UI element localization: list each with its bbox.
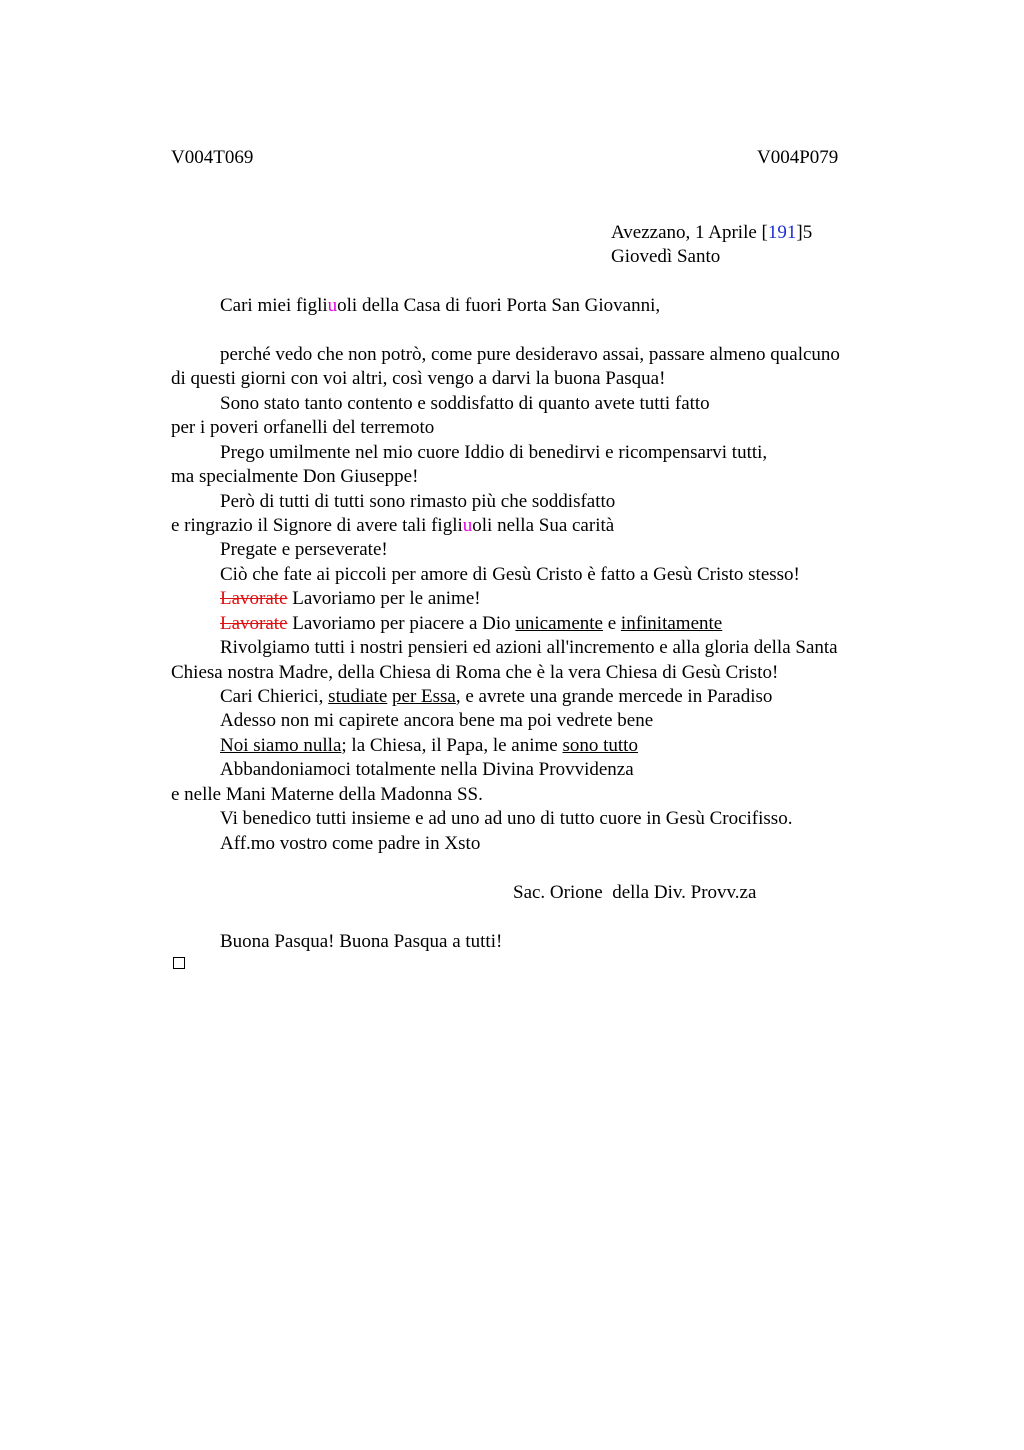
body-line-4: per i poveri orfanelli del terremoto (171, 417, 435, 438)
salutation-highlight: u (327, 295, 338, 316)
body-line-8-a: e ringrazio il Signore di avere tali figli (171, 515, 463, 536)
underlined-word: per Essa (392, 686, 456, 707)
body-line-5: Prego umilmente nel mio cuore Iddio di benedirvi e ricompensarvi tutti, (220, 442, 768, 463)
underlined-word: unicamente (515, 613, 603, 634)
body-line-1: perché vedo che non potrò, come pure desideravo assai, passare almeno qualcuno (220, 344, 840, 365)
salutation-part1: Cari miei figli (220, 295, 328, 316)
body-line-17 (220, 734, 638, 758)
place-date (611, 221, 812, 245)
underlined-word: infinitamente (620, 613, 723, 634)
underlined-word: sono tutto (562, 735, 638, 756)
underlined-word: studiate (328, 686, 388, 707)
left-code: V004T069 (171, 147, 254, 168)
struck-word: Lavorate (220, 613, 288, 634)
signature: Sac. Orione della Div. Provv.za (513, 882, 757, 903)
year-fragment: 191 (767, 222, 797, 243)
body-line-9: Pregate e perseverate! (220, 539, 388, 560)
body-line-21: Aff.mo vostro come padre in Xsto (220, 833, 481, 854)
body-line-12-a: Lavoriamo per piacere a Dio (287, 613, 516, 634)
place-date-prefix: Avezzano, 1 Aprile [ (611, 222, 768, 243)
body-line-15-a: Cari Chierici, (220, 686, 329, 707)
salutation (220, 294, 660, 318)
body-line-14: Chiesa nostra Madre, della Chiesa di Roma che è la vera Chiesa di Gesù Cristo! (171, 662, 779, 683)
day-label: Giovedì Santo (611, 246, 721, 267)
postscript: Buona Pasqua! Buona Pasqua a tutti! (220, 931, 503, 952)
place-date-suffix: ]5 (796, 222, 813, 243)
checkbox-icon (173, 957, 185, 969)
body-line-12-b: e (602, 613, 621, 634)
body-line-15 (220, 685, 772, 709)
underlined-word: Noi siamo nulla (220, 735, 342, 756)
body-line-20: Vi benedico tutti insieme e ad uno ad uno di tutto cuore in Gesù Crocifisso. (220, 808, 793, 829)
body-line-7: Però di tutti di tutti sono rimasto più che soddisfatto (220, 491, 616, 512)
body-line-8-highlight: u (462, 515, 473, 536)
body-line-8 (171, 514, 614, 538)
body-line-13: Rivolgiamo tutti i nostri pensieri ed azioni all'incremento e alla gloria della Santa (220, 637, 838, 658)
body-line-3: Sono stato tanto contento e soddisfatto di quanto avete tutti fatto (220, 393, 710, 414)
body-line-11-rest: Lavoriamo per le anime! (287, 588, 481, 609)
body-line-6: ma specialmente Don Giuseppe! (171, 466, 419, 487)
body-line-11 (220, 587, 481, 611)
body-line-8-b: oli nella Sua carità (472, 515, 615, 536)
body-line-10: Ciò che fate ai piccoli per amore di Gesù Cristo è fatto a Gesù Cristo stesso! (220, 564, 800, 585)
body-line-16: Adesso non mi capirete ancora bene ma poi vedrete bene (220, 710, 654, 731)
body-line-19: e nelle Mani Materne della Madonna SS. (171, 784, 483, 805)
body-line-15-c: , e avrete una grande mercede in Paradiso (455, 686, 773, 707)
body-line-2: di questi giorni con voi altri, così vengo a darvi la buona Pasqua! (171, 368, 666, 389)
body-line-17-a: ; la Chiesa, il Papa, le anime (341, 735, 563, 756)
body-line-12 (220, 612, 722, 636)
right-code: V004P079 (757, 147, 839, 168)
struck-word: Lavorate (220, 588, 288, 609)
body-line-18: Abbandoniamoci totalmente nella Divina Provvidenza (220, 759, 634, 780)
salutation-part2: oli della Casa di fuori Porta San Giovanni, (337, 295, 661, 316)
